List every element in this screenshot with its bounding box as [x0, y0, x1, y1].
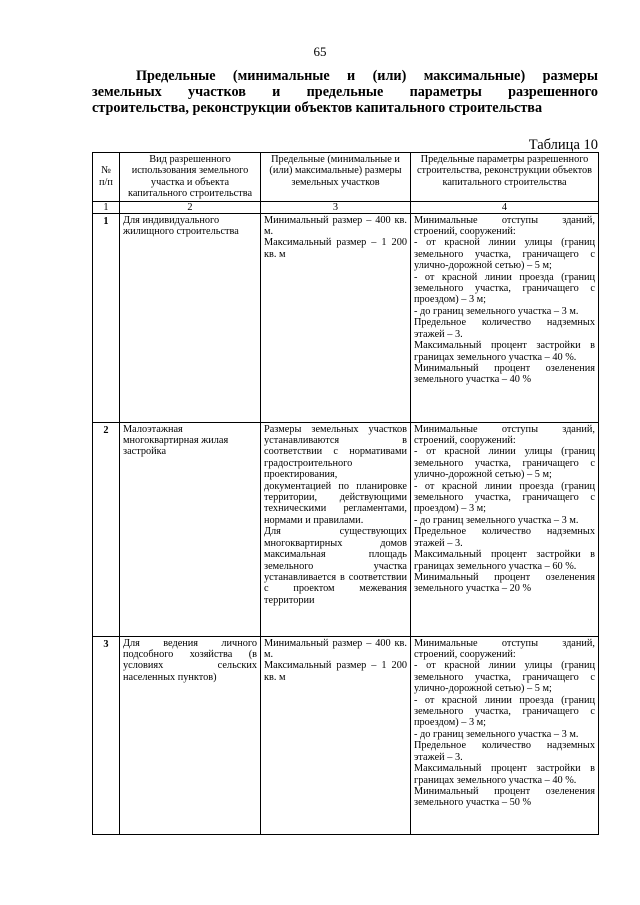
heading-line-3: строительства, реконструкции объектов капитального строительства	[92, 100, 543, 116]
param-line: Максимальный процент застройки в границах земельного участка – 40 %.	[414, 763, 595, 786]
plot-sizes-cell	[261, 213, 411, 422]
column-index: 4	[411, 201, 599, 213]
heading-word: предельные	[306, 84, 384, 100]
column-index-row	[93, 201, 599, 213]
param-line: Минимальный процент озеленения земельного участка – 40 %	[414, 362, 595, 386]
column-index: 2	[120, 201, 261, 213]
plot-size-line: Минимальный размер – 400 кв. м.	[264, 637, 407, 661]
heading-word: (или)	[372, 68, 407, 84]
param-line: - от красной линии проезда (границ земельного участка, граничащего с проездом) – 3 м;	[414, 271, 595, 306]
column-header-number: № п/п	[93, 153, 120, 202]
heading-line-2	[92, 84, 598, 100]
param-line: Минимальный процент озеленения земельного участка – 50 %	[414, 785, 595, 809]
plot-size-line: Размеры земельных участков устанавливаются в соответствии с нормативами градостроительного проектирования, документацией по планировке территории, действующими техническими регламентами, нормами и правилами.	[264, 423, 407, 526]
table-row	[93, 213, 599, 422]
row-number: 1	[93, 213, 120, 422]
param-line: Минимальные отступы зданий, строений, сооружений:	[414, 214, 595, 238]
column-index: 1	[93, 201, 120, 213]
param-line: Минимальные отступы зданий, строений, сооружений:	[414, 423, 595, 447]
heading-word: размеры	[542, 68, 598, 84]
param-line: Максимальный процент застройки в границах земельного участка – 40 %.	[414, 340, 595, 363]
column-header-construction-params: Предельные параметры разрешенного строительства, реконструкции объектов капитального строительства	[411, 153, 599, 202]
plot-size-line: Для существующих многоквартирных домов максимальная площадь земельного участка устанавливается в соответствии с проектом межевания территории	[264, 526, 407, 606]
heading-word: разрешенного	[508, 84, 598, 100]
heading-word: параметры	[409, 84, 482, 100]
param-line: - до границ земельного участка – 3 м.	[414, 728, 579, 740]
use-type-cell: Для индивидуального жилищного строительства	[120, 213, 261, 422]
plot-size-line: Максимальный размер – 1 200 кв. м	[264, 237, 407, 260]
column-header-use-type: Вид разрешенного использования земельного участка и объекта капитального строительства	[120, 153, 261, 202]
param-line: - до границ земельного участка – 3 м.	[414, 305, 579, 317]
construction-params-cell	[411, 636, 599, 834]
heading-word: участков	[188, 84, 246, 100]
column-header-plot-sizes: Предельные (минимальные и (или) максимальные) размеры земельных участков	[261, 153, 411, 202]
param-line: Предельное количество надземных этажей – 3.	[414, 317, 595, 340]
document-heading	[92, 68, 598, 116]
heading-word: и	[272, 84, 281, 100]
heading-word: и	[347, 68, 356, 84]
param-line: - от красной линии улицы (границ земельного участка, граничащего с улично-дорожной сетью) – 5 м;	[414, 446, 595, 481]
table-row	[93, 422, 599, 636]
plot-sizes-cell	[261, 422, 411, 636]
param-line: - от красной линии проезда (границ земельного участка, граничащего с проездом) – 3 м;	[414, 694, 595, 729]
parameters-table	[92, 152, 599, 835]
row-number: 2	[93, 422, 120, 636]
heading-word: земельных	[92, 84, 162, 100]
param-line: Минимальный процент озеленения земельного участка – 20 %	[414, 571, 595, 595]
table-row	[93, 636, 599, 834]
plot-sizes-cell	[261, 636, 411, 834]
param-line: - от красной линии проезда (границ земельного участка, граничащего с проездом) – 3 м;	[414, 480, 595, 515]
table-header-row	[93, 153, 599, 202]
param-line: - до границ земельного участка – 3 м.	[414, 514, 579, 526]
param-line: Предельное количество надземных этажей – 3.	[414, 526, 595, 549]
page-number: 65	[313, 44, 327, 59]
param-line: - от красной линии улицы (границ земельного участка, граничащего с улично-дорожной сетью) – 5 м;	[414, 237, 595, 272]
plot-size-line: Максимальный размер – 1 200 кв. м	[264, 660, 407, 683]
construction-params-cell	[411, 213, 599, 422]
heading-word: (минимальные	[232, 68, 330, 84]
heading-line-1	[92, 68, 598, 84]
param-line: - от красной линии улицы (границ земельного участка, граничащего с улично-дорожной сетью) – 5 м;	[414, 660, 595, 695]
construction-params-cell	[411, 422, 599, 636]
heading-word: максимальные)	[423, 68, 526, 84]
row-number: 3	[93, 636, 120, 834]
param-line: Максимальный процент застройки в границах земельного участка – 60 %.	[414, 549, 595, 572]
param-line: Предельное количество надземных этажей – 3.	[414, 740, 595, 763]
table-caption: Таблица 10	[528, 137, 598, 153]
heading-word: Предельные	[136, 68, 216, 84]
use-type-cell: Для ведения личного подсобного хозяйства (в условиях сельских населенных пунктов)	[120, 636, 261, 834]
column-index: 3	[261, 201, 411, 213]
param-line: Минимальные отступы зданий, строений, сооружений:	[414, 637, 595, 661]
plot-size-line: Минимальный размер – 400 кв. м.	[264, 214, 407, 238]
use-type-cell: Малоэтажная многоквартирная жилая застройка	[120, 422, 261, 636]
